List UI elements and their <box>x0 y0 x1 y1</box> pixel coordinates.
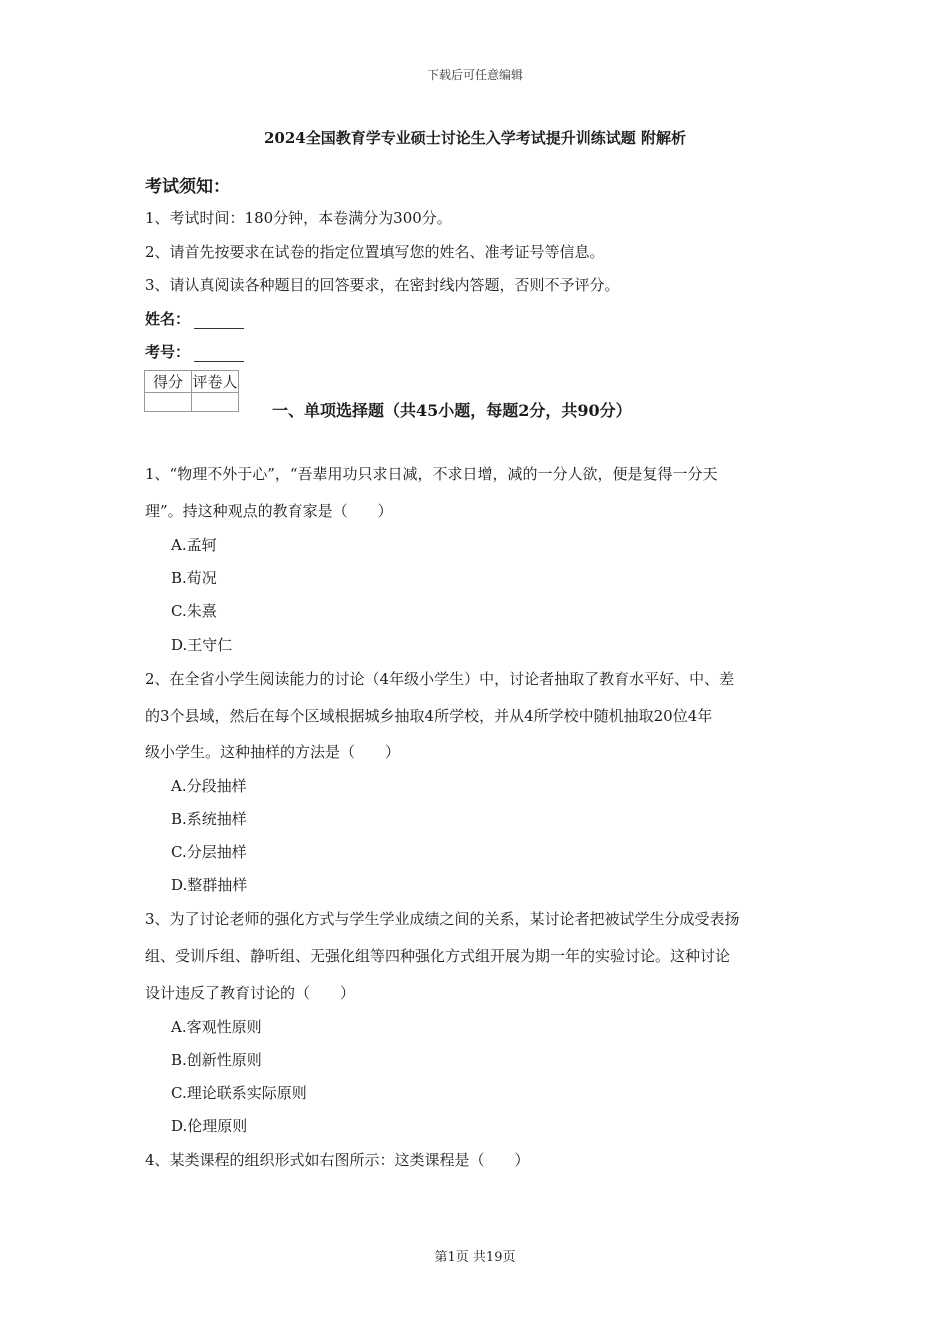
question-3-line: 设计违反了教育讨论的（ ） <box>145 984 356 1002</box>
question-3-option-c: C.理论联系实际原则 <box>171 1084 307 1102</box>
question-2-option-c: C.分层抽样 <box>171 843 247 861</box>
page-footer: 第1页 共19页 <box>434 1250 516 1265</box>
header-note: 下载后可任意编辑 <box>426 68 523 82</box>
question-2-line: 2、在全省小学生阅读能力的讨论（4年级小学生）中，讨论者抽取了教育水平好、中、差 <box>145 670 735 688</box>
question-4-line: 4、某类课程的组织形式如右图所示：这类课程是（ ） <box>145 1151 530 1169</box>
name-label: 姓名： <box>145 310 191 328</box>
question-2-option-d: D.整群抽样 <box>171 876 248 894</box>
grader-header: 评卷人 <box>192 371 239 393</box>
id-label: 考号： <box>145 343 191 361</box>
score-header: 得分 <box>145 371 192 393</box>
notice-heading: 考试须知： <box>145 177 230 197</box>
id-blank[interactable] <box>194 347 244 362</box>
question-2-line: 的3个县域，然后在每个区域根据城乡抽取4所学校，并从4所学校中随机抽取20位4年 <box>145 707 713 725</box>
question-1-option-d: D.王守仁 <box>171 636 233 654</box>
score-cell[interactable] <box>145 393 192 412</box>
question-1-option-c: C.朱熹 <box>171 602 217 620</box>
score-table <box>144 370 239 412</box>
notice-item: 3、请认真阅读各种题目的回答要求，在密封线内答题，否则不予评分。 <box>145 276 620 294</box>
section-title: 一、单项选择题（共45小题，每题2分，共90分） <box>272 401 632 420</box>
question-2-line: 级小学生。这种抽样的方法是（ ） <box>145 743 401 761</box>
question-3-option-b: B.创新性原则 <box>171 1051 262 1069</box>
question-3-line: 组、受训斥组、静听组、无强化组等四种强化方式组开展为期一年的实验讨论。这种讨论 <box>145 947 731 965</box>
notice-item: 1、考试时间：180分钟，本卷满分为300分。 <box>145 209 452 227</box>
id-field <box>145 341 244 362</box>
question-1-option-b: B.荀况 <box>171 569 217 587</box>
name-blank[interactable] <box>194 314 244 329</box>
grader-cell[interactable] <box>192 393 239 412</box>
question-3-option-d: D.伦理原则 <box>171 1117 248 1135</box>
document-title: 2024全国教育学专业硕士讨论生入学考试提升训练试题 附解析 <box>264 129 686 147</box>
question-3-line: 3、为了讨论老师的强化方式与学生学业成绩之间的关系，某讨论者把被试学生分成受表扬 <box>145 910 740 928</box>
question-1-option-a: A.孟轲 <box>171 536 217 554</box>
question-2-option-a: A.分段抽样 <box>171 777 247 795</box>
notice-item: 2、请首先按要求在试卷的指定位置填写您的姓名、准考证号等信息。 <box>145 243 605 261</box>
question-1-line: 1、“物理不外于心”，“吾辈用功只求日减，不求日增，减的一分人欲，便是复得一分天 <box>145 465 718 483</box>
question-1-line: 理”。持这种观点的教育家是（ ） <box>145 502 393 520</box>
question-3-option-a: A.客观性原则 <box>171 1018 262 1036</box>
question-2-option-b: B.系统抽样 <box>171 810 247 828</box>
name-field <box>145 308 244 329</box>
